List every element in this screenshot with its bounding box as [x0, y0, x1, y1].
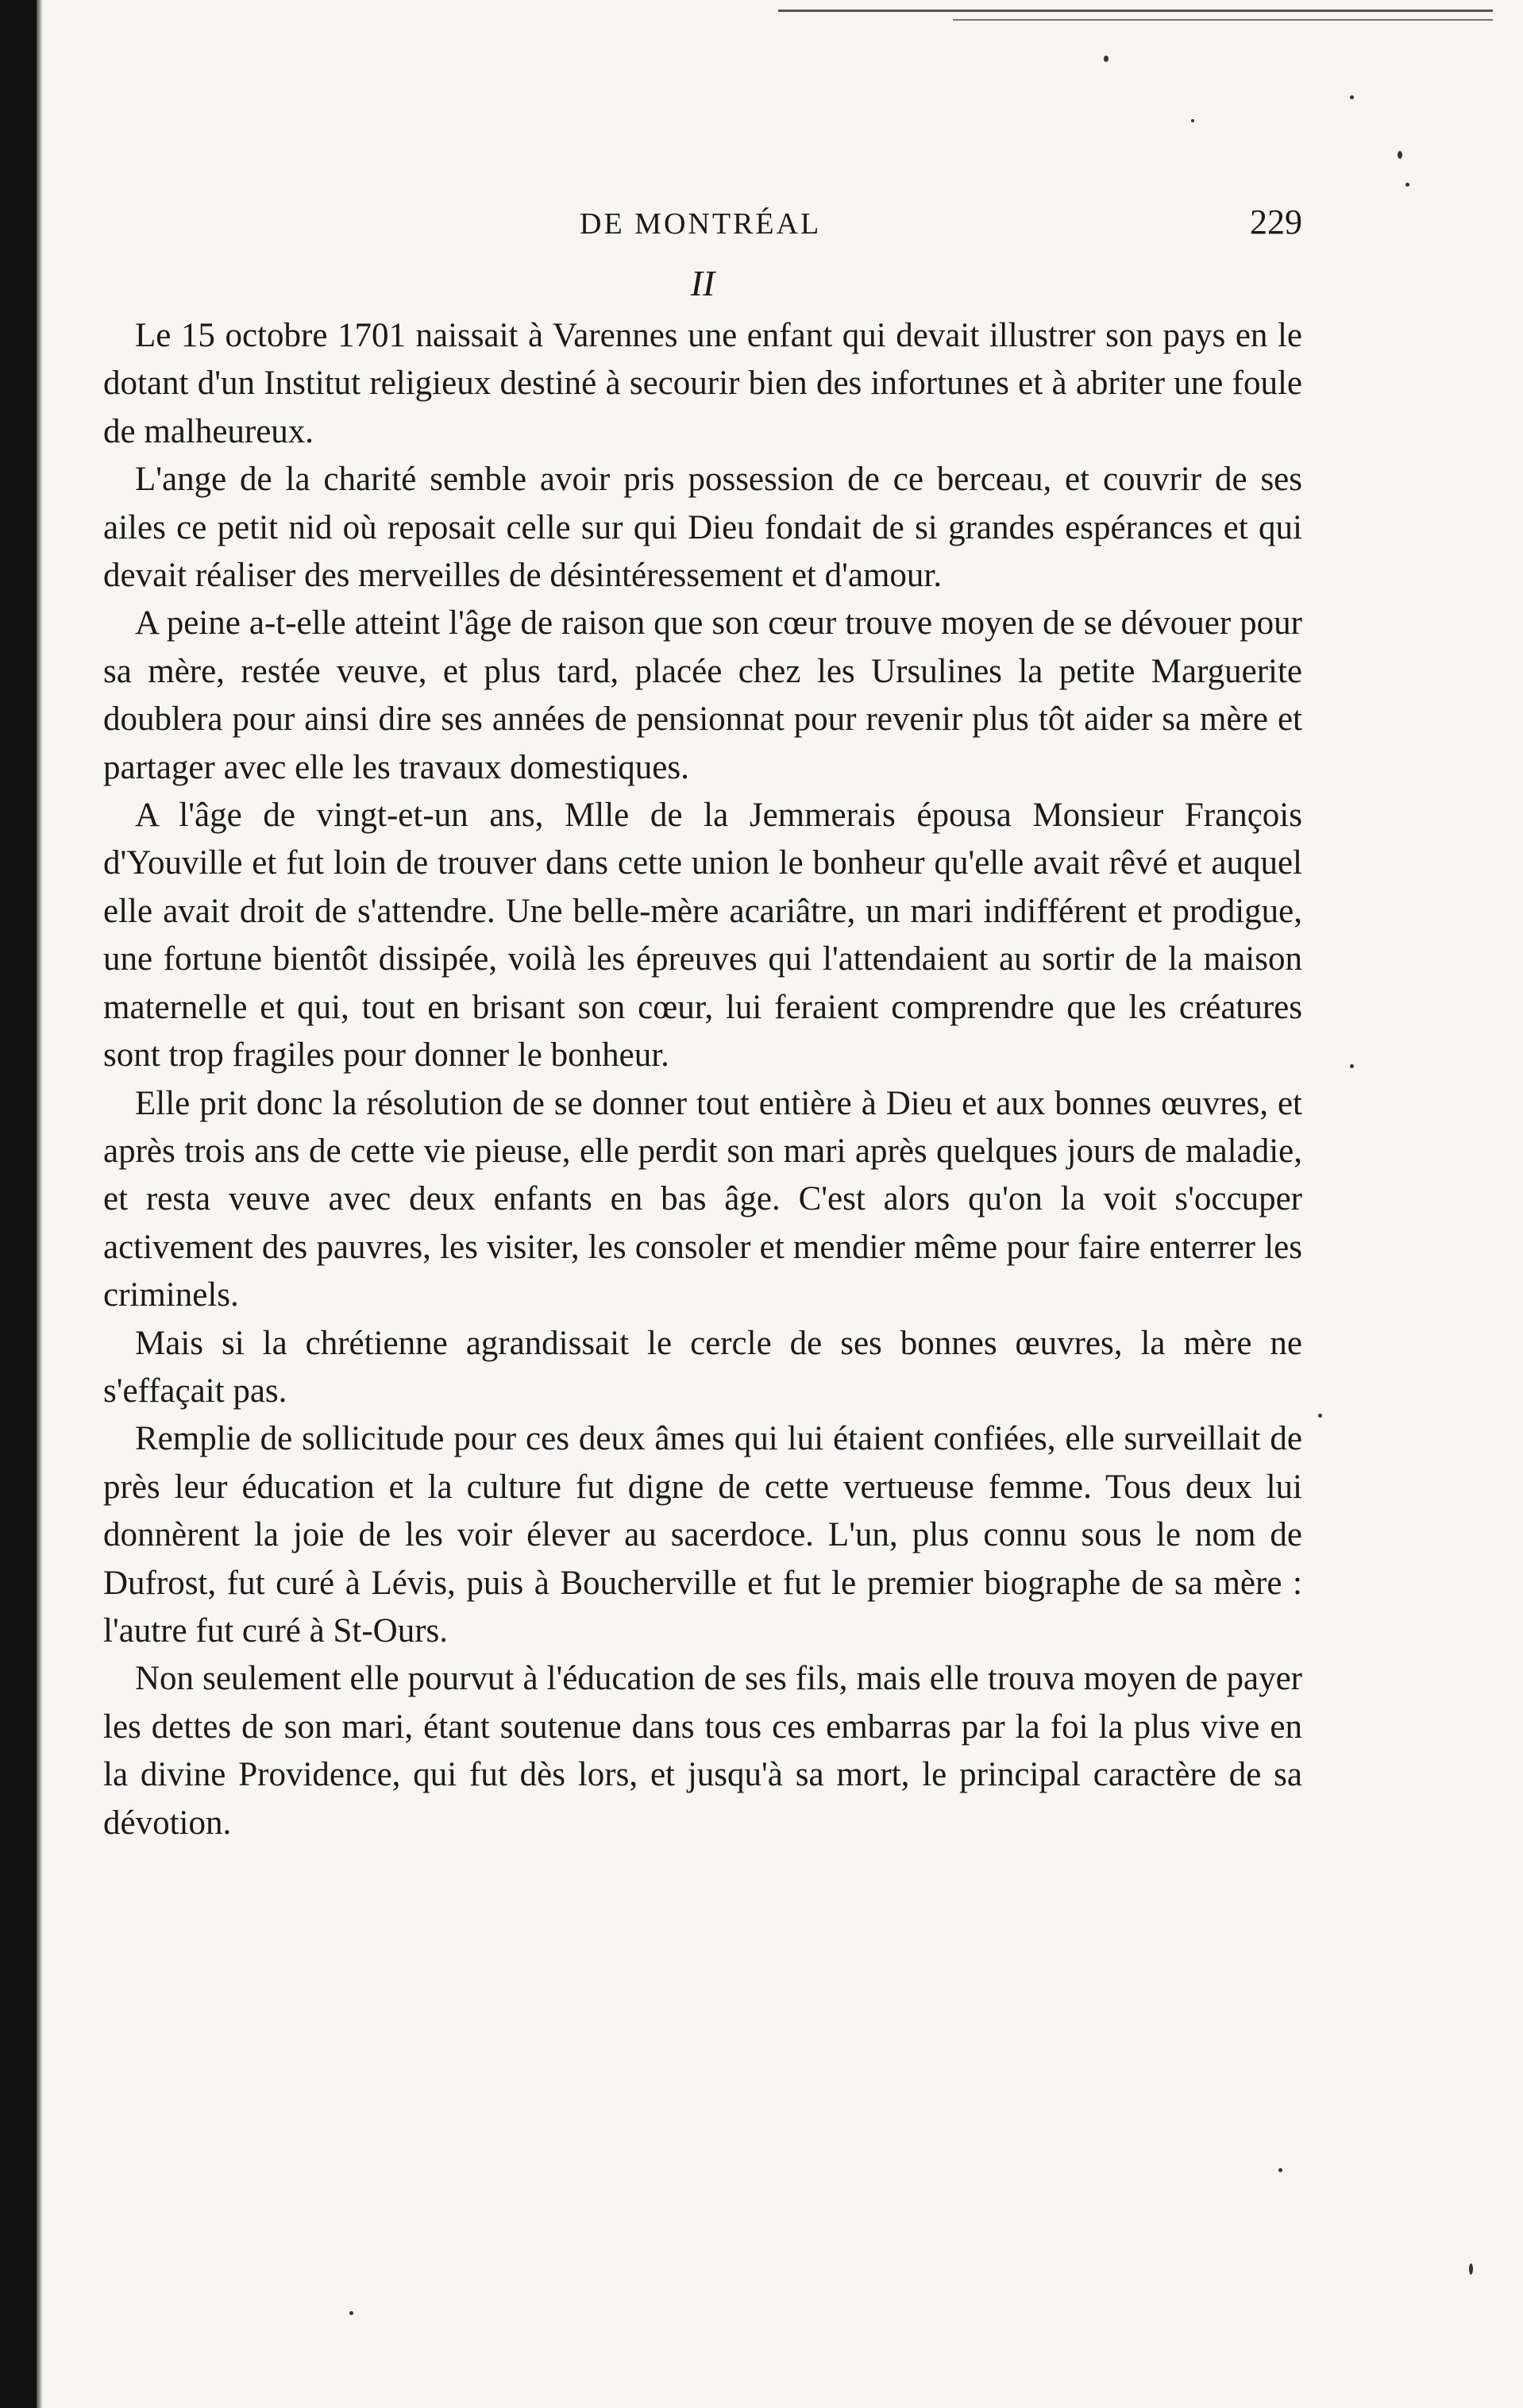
- paragraph: Le 15 octobre 1701 naissait à Varennes une enfant qui devait illustrer son pays en le dotant d'un Institut religieux destiné à secourir bien des infortunes et à abriter une foule de malheureux.: [103, 317, 1302, 450]
- top-rule-secondary: [953, 19, 1493, 21]
- page-number: 229: [1250, 203, 1302, 241]
- body-text: [103, 312, 1302, 1847]
- scan-binding-edge: [0, 0, 37, 2408]
- running-header: [103, 159, 1302, 246]
- section-heading: II: [690, 263, 715, 303]
- book-page: [103, 159, 1302, 1847]
- paragraph: Mais si la chrétienne agrandissait le cercle de ses bonnes œuvres, la mère ne s'effaçait pas.: [103, 1324, 1302, 1410]
- paragraph: Elle prit donc la résolution de se donner tout entière à Dieu et aux bonnes œuvres, et après trois ans de cette vie pieuse, elle perdit son mari après quelques jours de maladie, et resta veuve avec deux enfants en bas âge. C'est alors qu'on la voit s'occuper activement des pauvres, les visiter, les consoler et mendier même pour faire enterrer les criminels.: [103, 1084, 1302, 1314]
- top-rule: [778, 10, 1493, 12]
- paragraph: A l'âge de vingt-et-un ans, Mlle de la Jemmerais épousa Monsieur François d'Youville et fut loin de trouver dans cette union le bonheur qu'elle avait rêvé et auquel elle avait droit de s'attendre. Une belle-mère acariâtre, un mari indifférent et prodigue, une fortune bientôt dissipée, voilà les épreuves qui l'attendaient au sortir de la maison maternelle et qui, tout en brisant son cœur, lui feraient comprendre que les créatures sont trop fragiles pour donner le bonheur.: [103, 797, 1302, 1075]
- paragraph: L'ange de la charité semble avoir pris possession de ce berceau, et couvrir de ses ailes ce petit nid où reposait celle sur qui Dieu fondait de si grandes espérances et qui devait réaliser des merveilles de désintéressement et d'amour.: [103, 461, 1302, 595]
- paragraph: Remplie de sollicitude pour ces deux âmes qui lui étaient confiées, elle surveillait de près leur éducation et la culture fut digne de cette vertueuse femme. Tous deux lui donnèrent la joie de les voir élever au sacerdoce. L'un, plus connu sous le nom de Dufrost, fut curé à Lévis, puis à Boucherville et fut le premier biographe de sa mère : l'autre fut curé à St-Ours.: [103, 1420, 1302, 1650]
- running-title: DE MONTRÉAL: [580, 207, 822, 241]
- scan-binding-shadow: [37, 0, 43, 2408]
- paragraph: A peine a-t-elle atteint l'âge de raison que son cœur trouve moyen de se dévouer pour sa mère, restée veuve, et plus tard, placée chez les Ursulines la petite Marguerite doublera pour ainsi dire ses années de pensionnat pour revenir plus tôt aider sa mère et partager avec elle les travaux domestiques.: [103, 604, 1302, 786]
- paragraph: Non seulement elle pourvut à l'éducation de ses fils, mais elle trouva moyen de payer les dettes de son mari, étant soutenue dans tous ces embarras par la foi la plus vive en la divine Providence, qui fut dès lors, et jusqu'à sa mort, le principal caractère de sa dévotion.: [103, 1660, 1302, 1842]
